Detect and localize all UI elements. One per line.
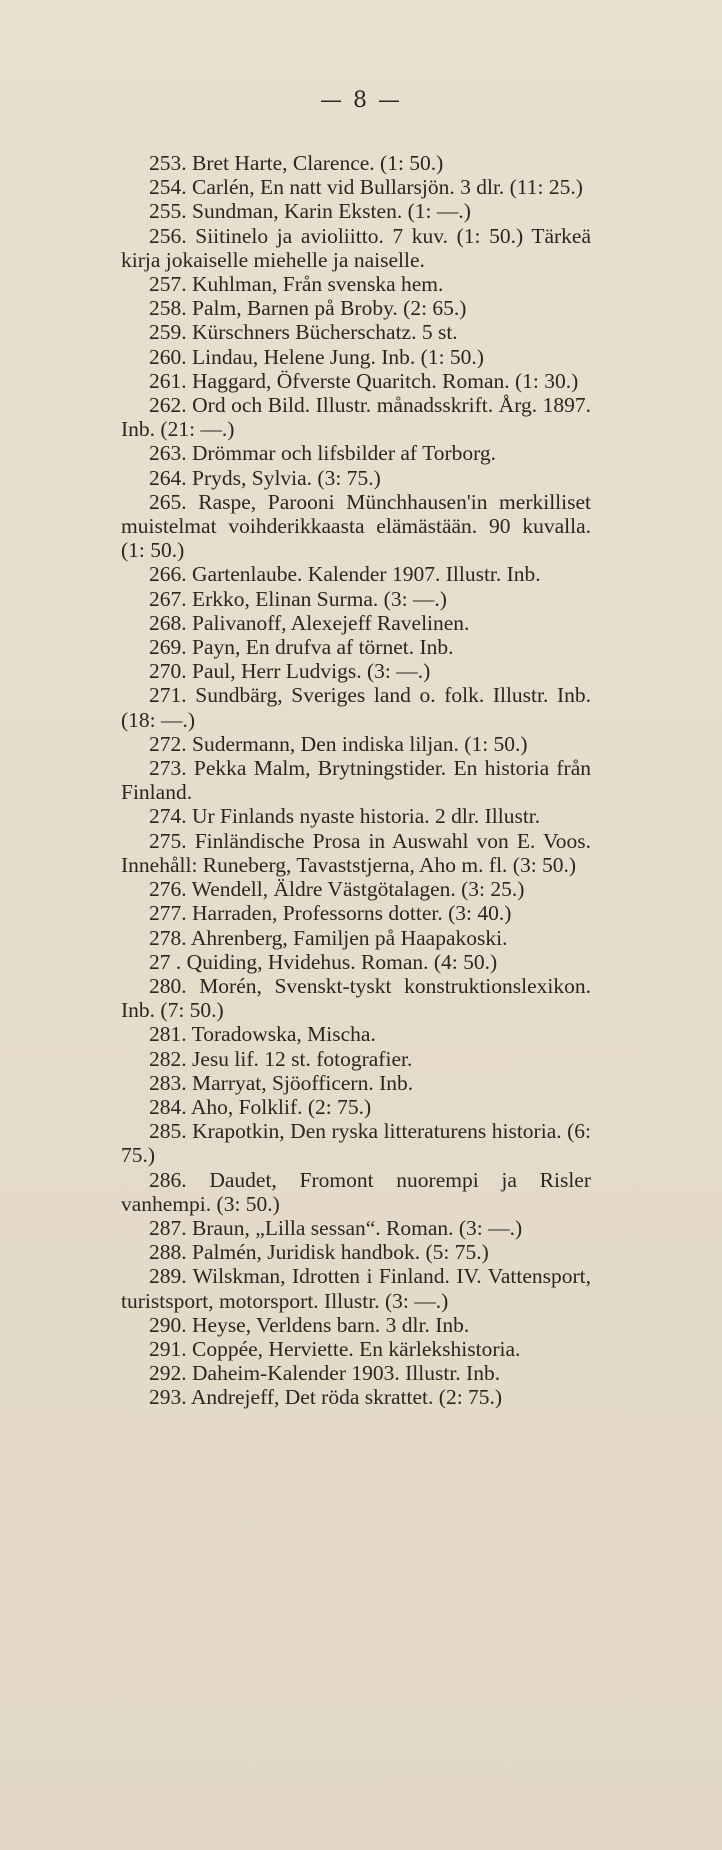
entry-text: Lindau, Helene Jung. Inb. (1: 50.)	[192, 344, 484, 369]
catalog-entry	[121, 320, 591, 344]
catalog-entry	[121, 974, 591, 1022]
catalog-entry	[121, 490, 591, 563]
page-number: — 8 —	[320, 88, 402, 113]
entry-text: Carlén, En natt vid Bullarsjön. 3 dlr. (11: 25.)	[192, 175, 583, 200]
entry-number: 268.	[149, 610, 187, 635]
entry-text: Finländische Prosa in Auswahl von E. Voos. Innehåll: Runeberg, Tavaststjerna, Aho m. fl. (3: 50.)	[121, 828, 591, 877]
entry-number: 255.	[149, 199, 187, 224]
entry-text: Sundman, Karin Eksten. (1: —.)	[192, 199, 471, 224]
catalog-entry	[121, 1240, 591, 1264]
entry-number: 286.	[149, 1167, 187, 1192]
catalog-entry	[121, 175, 591, 199]
catalog-entry	[121, 756, 591, 804]
entry-text: Daudet, Fromont nuorempi ja Risler vanhempi. (3: 50.)	[121, 1167, 592, 1216]
entry-text: Erkko, Elinan Surma. (3: —.)	[192, 586, 447, 611]
entry-number: 271.	[149, 683, 187, 708]
entry-text: Pekka Malm, Brytningstider. En historia från Finland.	[121, 756, 592, 805]
entry-text: Palivanoff, Alexejeff Ravelinen.	[192, 610, 470, 635]
entry-text: Ahrenberg, Familjen på Haapakoski.	[190, 925, 508, 950]
entry-text: Ur Finlands nyaste historia. 2 dlr. Illustr.	[192, 804, 541, 829]
catalog-entry	[121, 296, 591, 320]
entry-text: Sundbärg, Sveriges land o. folk. Illustr. Inb. (18: —.)	[121, 683, 592, 732]
entry-number: 292.	[149, 1361, 187, 1386]
entry-text: Jesu lif. 12 st. fotografier.	[192, 1046, 413, 1071]
entry-text: Payn, En drufva af törnet. Inb.	[192, 635, 454, 660]
catalog-entry	[121, 611, 591, 635]
entry-number: 261.	[149, 368, 187, 393]
entry-number: 270.	[149, 659, 187, 684]
entry-number: 254.	[149, 175, 187, 200]
entry-number: 275.	[149, 828, 187, 853]
catalog-entry	[121, 224, 591, 272]
entry-number: 273.	[149, 756, 187, 781]
entry-text: Coppée, Herviette. En kärlekshistoria.	[192, 1336, 521, 1361]
entry-text: Toradowska, Mischa.	[191, 1022, 376, 1047]
catalog-entry	[121, 151, 591, 175]
entry-number: 257.	[149, 272, 187, 297]
catalog-entry	[121, 1095, 591, 1119]
entry-number: 293.	[149, 1385, 187, 1410]
entry-number: 281.	[149, 1022, 187, 1047]
entry-text: Bret Harte, Clarence. (1: 50.)	[192, 151, 444, 175]
catalog-entry	[121, 393, 591, 441]
entry-text: Aho, Folklif. (2: 75.)	[190, 1094, 372, 1119]
catalog-entry	[121, 804, 591, 828]
catalog-entry	[121, 272, 591, 296]
entry-text: Haggard, Öfverste Quaritch. Roman. (1: 30.)	[192, 368, 579, 393]
entry-number: 27 .	[149, 949, 182, 974]
entry-number: 280.	[149, 973, 187, 998]
entry-number: 272.	[149, 731, 187, 756]
entry-number: 258.	[149, 296, 187, 321]
entry-text: Sudermann, Den indiska liljan. (1: 50.)	[192, 731, 528, 756]
entry-text: Drömmar och lifsbilder af Torborg.	[192, 441, 497, 466]
catalog-entry	[121, 1313, 591, 1337]
catalog-entry	[121, 659, 591, 683]
entry-number: 287.	[149, 1215, 187, 1240]
catalog-entry	[121, 926, 591, 950]
entry-text: Siitinelo ja avioliitto. 7 kuv. (1: 50.) Tärkeä kirja jokaiselle miehelle ja naiselle.	[121, 223, 592, 272]
entry-number: 256.	[149, 223, 187, 248]
catalog-entry	[121, 466, 591, 490]
catalog-entry	[121, 635, 591, 659]
catalog-entry	[121, 950, 591, 974]
entry-number: 290.	[149, 1312, 187, 1337]
entry-text: Palmén, Juridisk handbok. (5: 75.)	[192, 1240, 489, 1265]
entry-number: 269.	[149, 635, 187, 660]
entry-text: Marryat, Sjöofficern. Inb.	[192, 1070, 414, 1095]
catalog-entry	[121, 1385, 591, 1409]
entry-number: 277.	[149, 901, 187, 926]
entry-text: Kuhlman, Från svenska hem.	[192, 272, 444, 297]
entry-text: Krapotkin, Den ryska litteraturens historia. (6: 75.)	[121, 1119, 591, 1168]
entry-number: 276.	[149, 877, 187, 902]
entry-text: Heyse, Verldens barn. 3 dlr. Inb.	[192, 1312, 470, 1337]
entry-number: 267.	[149, 586, 187, 611]
entry-number: 274.	[149, 804, 187, 829]
entry-text: Daheim-Kalender 1903. Illustr. Inb.	[192, 1361, 501, 1386]
catalog-entry	[121, 199, 591, 223]
entry-number: 262.	[149, 393, 187, 418]
entry-text: Raspe, Parooni Münchhausen'in merkilliset muistelmat voihderikkaasta elämästään. 90 kuvalla. (1: 50.)	[121, 489, 592, 563]
catalog-entry	[121, 1119, 591, 1167]
catalog-entry	[121, 1337, 591, 1361]
entry-number: 283.	[149, 1070, 187, 1095]
entry-text: Morén, Svenskt-tyskt konstruktionslexikon. Inb. (7: 50.)	[121, 973, 591, 1023]
entry-number: 263.	[149, 441, 187, 466]
entry-number: 260.	[149, 344, 187, 369]
entry-text: Kürschners Bücherschatz. 5 st.	[192, 320, 458, 345]
entry-text: Quiding, Hvidehus. Roman. (4: 50.)	[186, 949, 498, 974]
catalog-entry	[121, 1361, 591, 1385]
entry-number: 291.	[149, 1336, 187, 1361]
entry-number: 284.	[149, 1094, 187, 1119]
catalog-entry	[121, 1264, 591, 1312]
entry-text: Andrejeff, Det röda skrattet. (2: 75.)	[190, 1385, 503, 1410]
entry-text: Wilskman, Idrotten i Finland. IV. Vattensport, turistsport, motorsport. Illustr. (3: —.)	[121, 1264, 591, 1313]
entry-text: Harraden, Professorns dotter. (3: 40.)	[192, 901, 512, 926]
entry-number: 288.	[149, 1240, 187, 1265]
entry-number: 282.	[149, 1046, 187, 1071]
entry-number: 264.	[149, 465, 187, 490]
entry-number: 278.	[149, 925, 187, 950]
catalog-entry	[121, 732, 591, 756]
catalog-entry	[121, 587, 591, 611]
catalog-entry	[121, 562, 591, 586]
entry-text: Gartenlaube. Kalender 1907. Illustr. Inb.	[192, 562, 541, 587]
entry-text: Wendell, Äldre Västgötalagen. (3: 25.)	[191, 877, 525, 902]
catalog-entry	[121, 901, 591, 925]
entry-text: Braun, „Lilla sessan“. Roman. (3: —.)	[192, 1215, 523, 1240]
entry-text: Ord och Bild. Illustr. månadsskrift. Årg. 1897. Inb. (21: —.)	[121, 393, 591, 442]
entry-text: Palm, Barnen på Broby. (2: 65.)	[192, 296, 467, 321]
entry-number: 266.	[149, 562, 187, 587]
catalog-entry	[121, 1216, 591, 1240]
catalog-entry	[121, 1047, 591, 1071]
entry-number: 289.	[149, 1264, 187, 1289]
catalog-entry	[121, 1071, 591, 1095]
entry-number: 285.	[149, 1119, 187, 1144]
entry-number: 259.	[149, 320, 187, 345]
catalog-entry	[121, 1168, 591, 1216]
catalog-entry	[121, 829, 591, 877]
entry-text: Pryds, Sylvia. (3: 75.)	[192, 465, 381, 490]
catalog-entry	[121, 441, 591, 465]
entry-list	[121, 151, 591, 1410]
entry-text: Paul, Herr Ludvigs. (3: —.)	[192, 659, 431, 684]
catalog-entry	[121, 1022, 591, 1046]
catalog-entry	[121, 877, 591, 901]
catalog-entry	[121, 683, 591, 731]
catalog-entry	[121, 345, 591, 369]
catalog-entry	[121, 369, 591, 393]
entry-number: 253.	[149, 151, 187, 175]
entry-number: 265.	[149, 489, 187, 514]
